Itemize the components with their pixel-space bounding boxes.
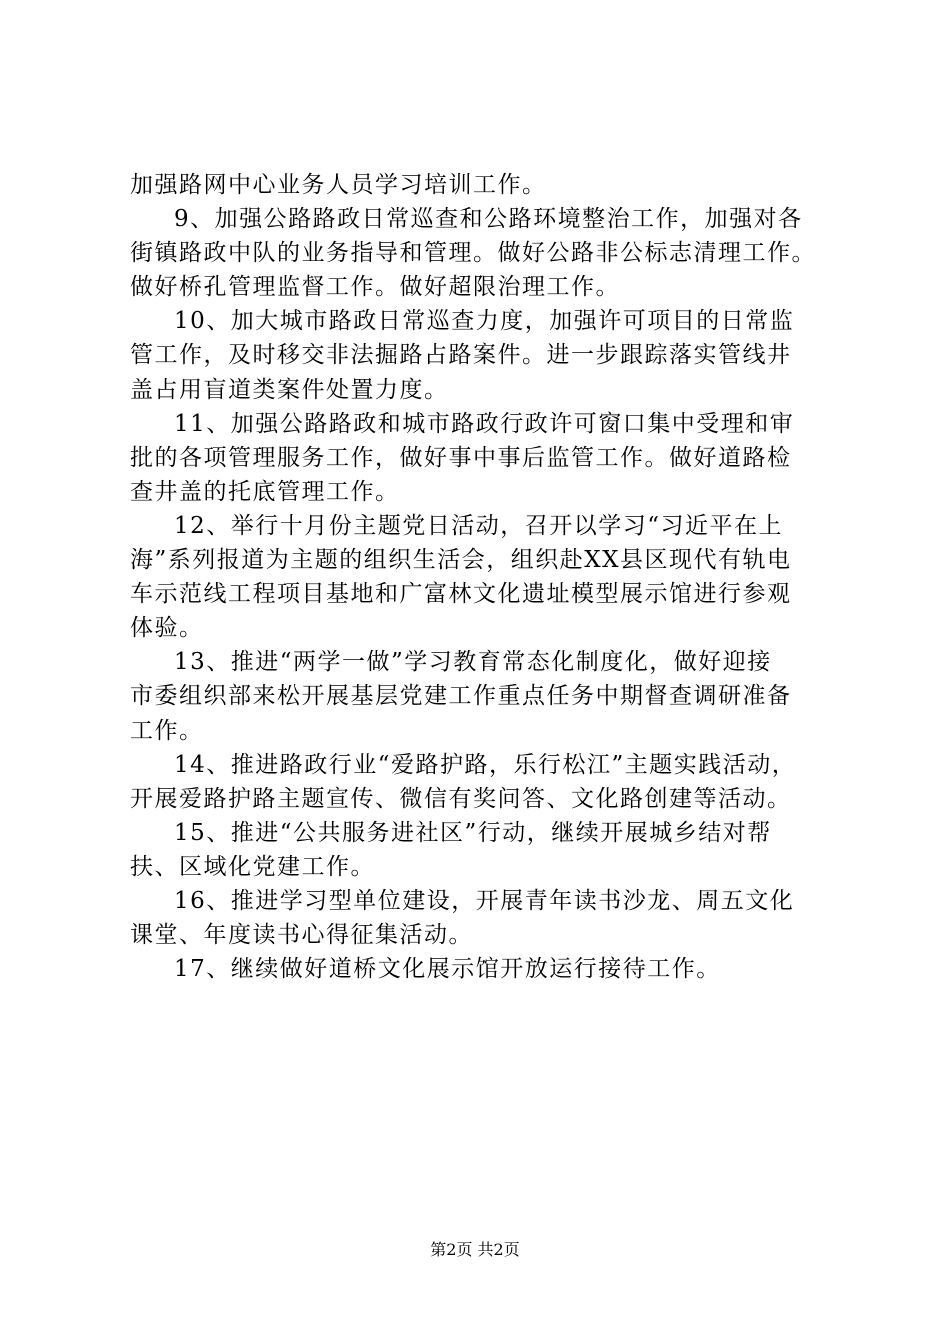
text-line: 开展爱路护路主题宣传、微信有奖问答、文化路创建等活动。 bbox=[130, 785, 792, 812]
text-line: 14、推进路政行业“爱路护路，乐行松江”主题实践活动， bbox=[174, 751, 797, 778]
text-line: 盖占用盲道类案件处置力度。 bbox=[130, 376, 449, 403]
text-line: 12、举行十月份主题党日活动，召开以学习“习近平在上 bbox=[174, 512, 784, 539]
text-line: 海”系列报道为主题的组织生活会，组织赴XX县区现代有轨电 bbox=[130, 547, 792, 574]
text-line: 做好桥孔管理监督工作。做好超限治理工作。 bbox=[130, 274, 620, 301]
text-line: 10、加大城市路政日常巡查力度，加强许可项目的日常监 bbox=[174, 308, 795, 335]
text-line: 体验。 bbox=[130, 615, 204, 642]
text-line: 扶、区域化党建工作。 bbox=[130, 853, 375, 880]
text-line: 9、加强公路路政日常巡查和公路环境整治工作，加强对各 bbox=[174, 206, 803, 233]
page-footer: 第2页 共2页 bbox=[430, 1240, 520, 1259]
text-line: 车示范线工程项目基地和广富林文化遗址模型展示馆进行参观 bbox=[130, 581, 792, 608]
text-line: 市委组织部来松开展基层党建工作重点任务中期督查调研准备 bbox=[130, 683, 792, 710]
text-line: 查井盖的托底管理工作。 bbox=[130, 478, 400, 505]
text-line: 11、加强公路路政和城市路政行政许可窗口集中受理和审 bbox=[174, 410, 795, 437]
text-line: 加强路网中心业务人员学习培训工作。 bbox=[130, 172, 547, 198]
text-line: 管工作，及时移交非法掘路占路案件。进一步跟踪落实管线井 bbox=[130, 342, 792, 369]
text-line: 13、推进“两学一做”学习教育常态化制度化，做好迎接 bbox=[174, 649, 772, 676]
text-line: 街镇路政中队的业务指导和管理。做好公路非公标志清理工作。 bbox=[130, 240, 816, 267]
text-line: 17、继续做好道桥文化展示馆开放运行接待工作。 bbox=[174, 956, 721, 983]
document-body bbox=[130, 168, 865, 986]
text-line: 16、推进学习型单位建设，开展青年读书沙龙、周五文化 bbox=[174, 887, 795, 914]
text-line: 15、推进“公共服务进社区”行动，继续开展城乡结对帮 bbox=[174, 819, 772, 846]
text-line: 工作。 bbox=[130, 717, 204, 744]
text-line: 批的各项管理服务工作，做好事中事后监管工作。做好道路检 bbox=[130, 444, 792, 471]
text-line: 课堂、年度读书心得征集活动。 bbox=[130, 922, 473, 949]
